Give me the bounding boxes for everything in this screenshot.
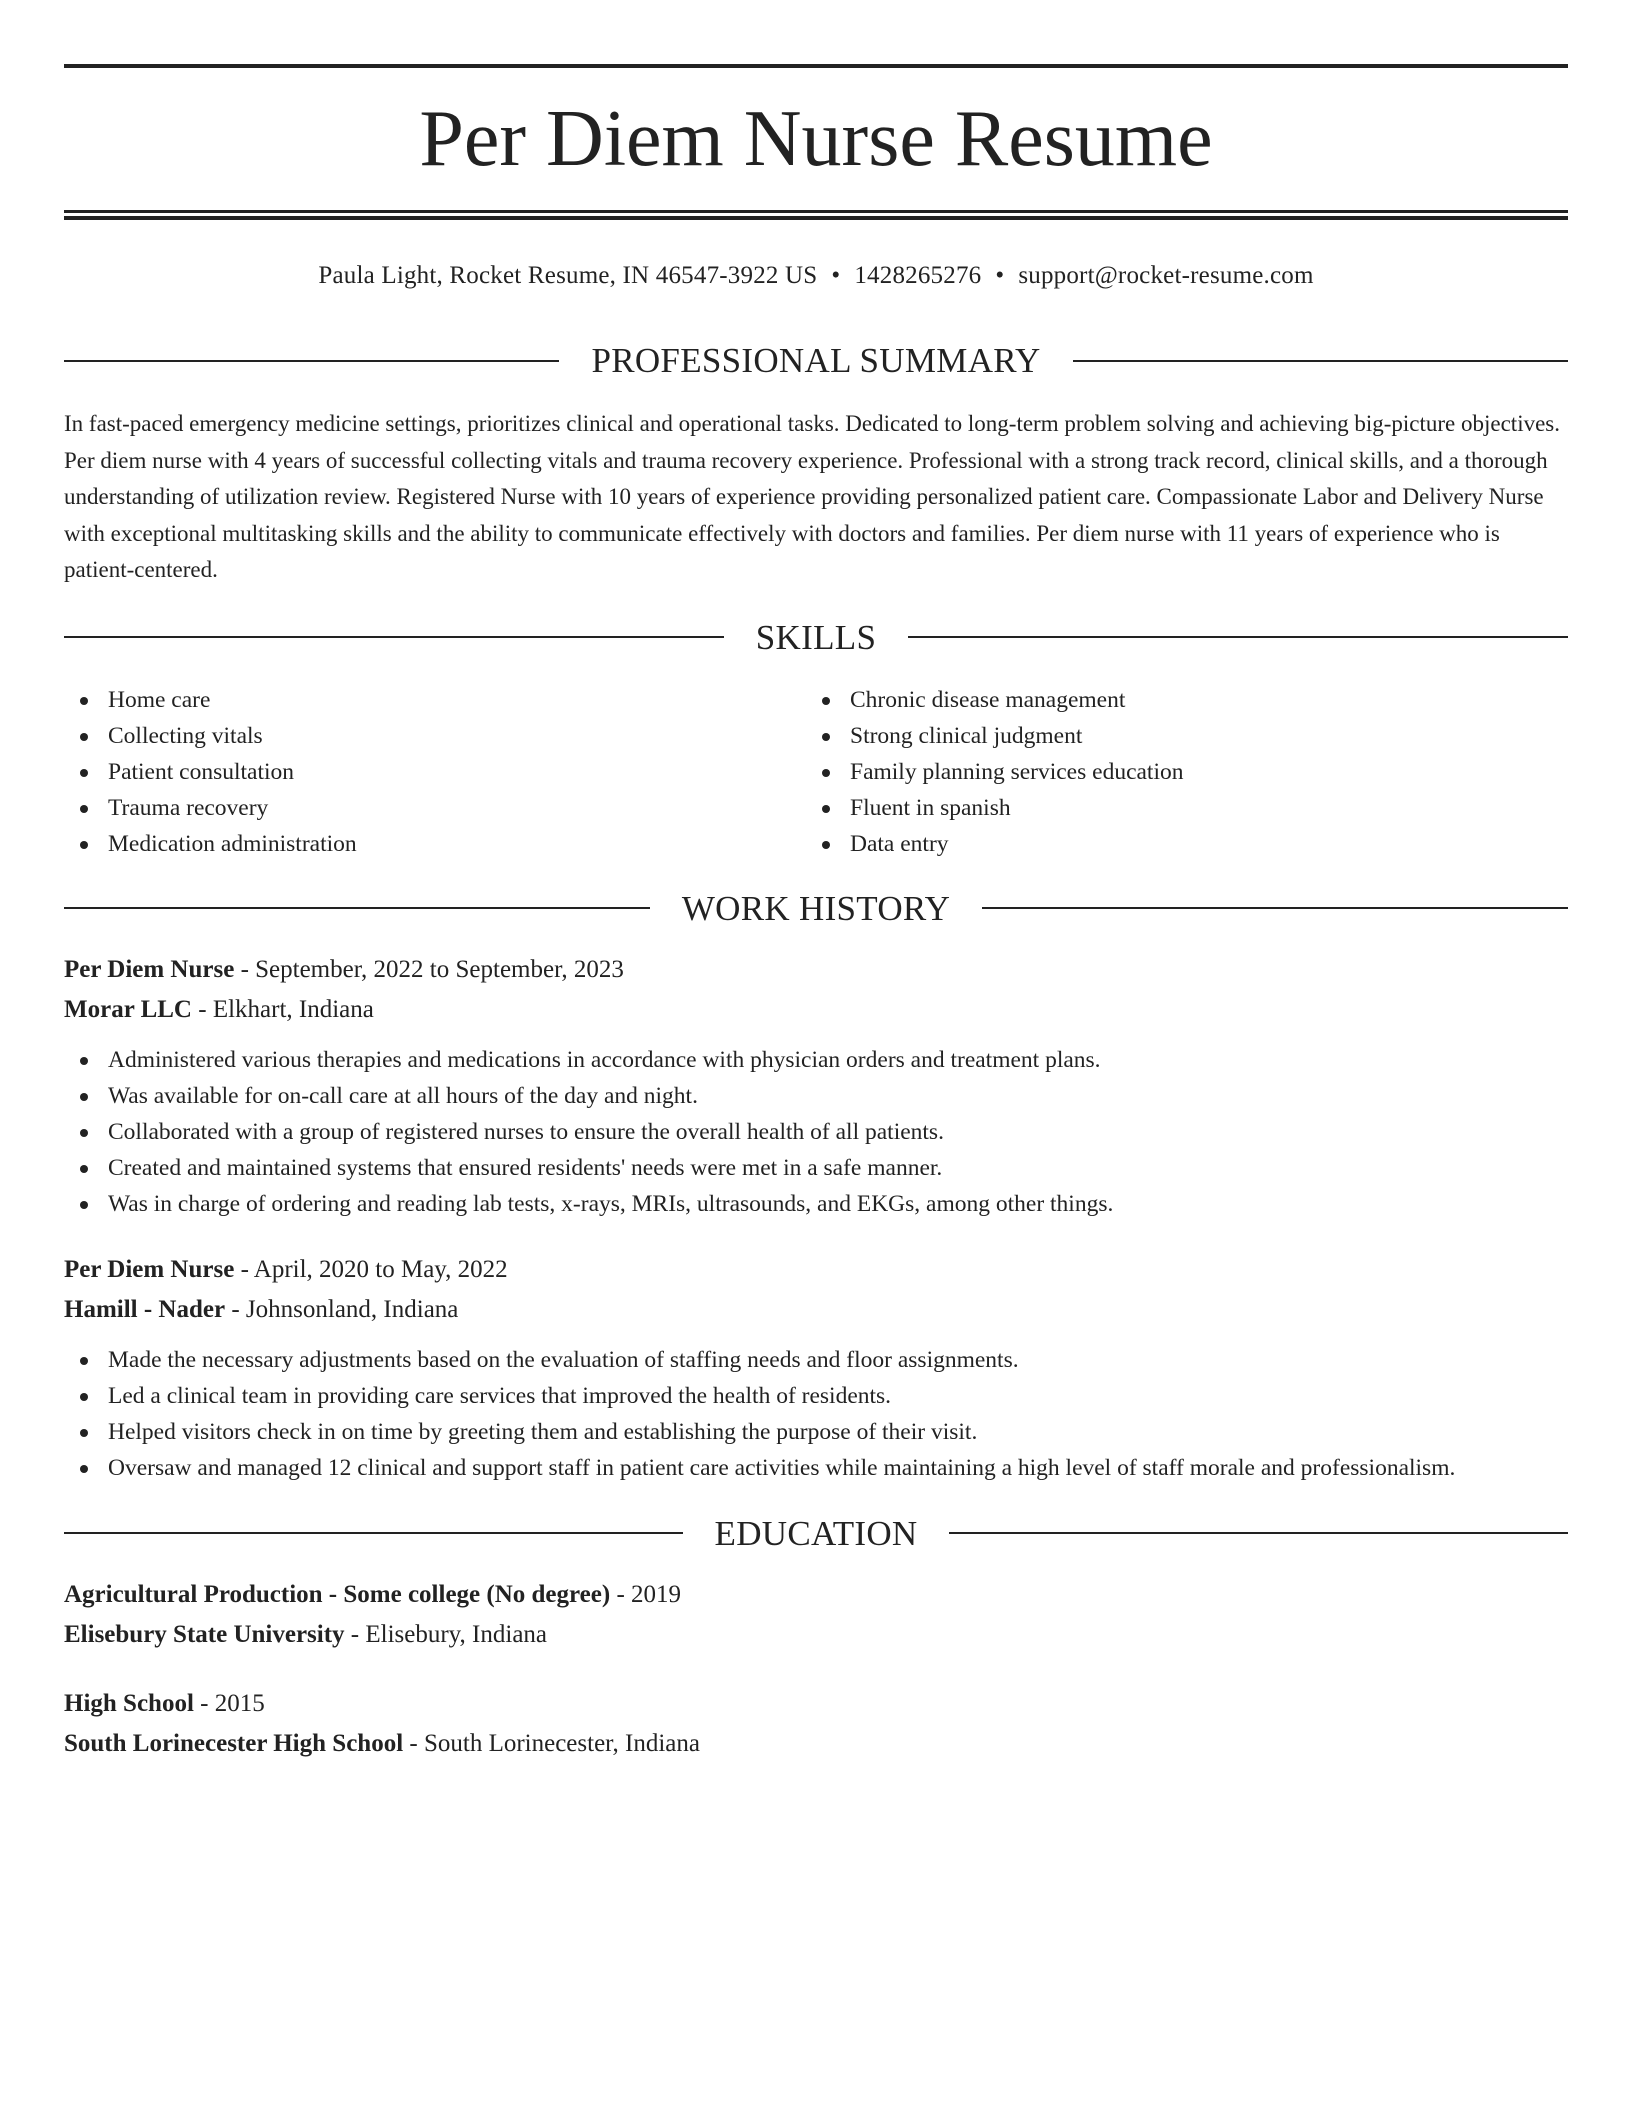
job-bullet: Created and maintained systems that ensured residents' needs were met in a safe manner. — [64, 1150, 1568, 1186]
job-company-line — [64, 1290, 1568, 1330]
heading-rule — [64, 360, 559, 362]
education-degree: High School — [64, 1689, 194, 1717]
job-bullets — [64, 1042, 1568, 1222]
job-bullet: Was in charge of ordering and reading lab tests, x-rays, MRIs, ultrasounds, and EKGs, among other things. — [64, 1186, 1568, 1222]
skill-item: Fluent in spanish — [806, 790, 1548, 826]
skills-heading-label: SKILLS — [755, 617, 877, 657]
skill-item: Chronic disease management — [806, 682, 1548, 718]
job-bullet: Administered various therapies and medications in accordance with physician orders and treatment plans. — [64, 1042, 1568, 1078]
heading-rule — [1073, 360, 1568, 362]
summary-heading-label: PROFESSIONAL SUMMARY — [591, 341, 1041, 380]
education-location: - Elisebury, Indiana — [344, 1620, 548, 1648]
job-location: - Elkhart, Indiana — [192, 995, 374, 1023]
skill-item: Home care — [64, 682, 806, 718]
contact-separator: • — [995, 262, 1005, 289]
heading-rule — [64, 636, 724, 638]
education-degree-line — [64, 1684, 1568, 1724]
work-heading-label: WORK HISTORY — [681, 888, 951, 928]
job-bullet: Helped visitors check in on time by greeting them and establishing the purpose of their visit. — [64, 1414, 1568, 1450]
skills-column-left — [64, 682, 806, 862]
education-year: - 2019 — [610, 1580, 682, 1608]
resume-title: Per Diem Nurse Resume — [419, 95, 1213, 183]
contact-phone: 1428265276 — [854, 262, 982, 289]
education-heading — [64, 1513, 1568, 1553]
education-entry — [64, 1684, 1568, 1764]
education-degree: Agricultural Production - Some college (No degree) — [64, 1580, 611, 1608]
education-heading-label: EDUCATION — [714, 1513, 918, 1553]
heading-rule — [64, 1532, 683, 1534]
job-company-line — [64, 990, 1568, 1030]
education-degree-line — [64, 1575, 1568, 1615]
summary-heading — [64, 343, 1568, 378]
skill-item: Trauma recovery — [64, 790, 806, 826]
heading-rule — [908, 636, 1568, 638]
job-title: Per Diem Nurse — [64, 1255, 235, 1283]
job-location: - Johnsonland, Indiana — [225, 1295, 459, 1323]
job-dates: - September, 2022 to September, 2023 — [234, 955, 624, 983]
title-double-rule — [64, 210, 1568, 220]
job-bullet: Made the necessary adjustments based on the evaluation of staffing needs and floor assignments. — [64, 1342, 1568, 1378]
job-company: Morar LLC — [64, 995, 192, 1023]
job-bullet: Collaborated with a group of registered nurses to ensure the overall health of all patients. — [64, 1114, 1568, 1150]
heading-rule — [982, 907, 1568, 909]
education-school-line — [64, 1724, 1568, 1764]
resume-page — [64, 64, 1568, 1764]
skills-column-right — [806, 682, 1548, 862]
job-bullet: Led a clinical team in providing care services that improved the health of residents. — [64, 1378, 1568, 1414]
job-dates: - April, 2020 to May, 2022 — [234, 1255, 508, 1283]
job-title-line — [64, 950, 1568, 990]
summary-text: In fast-paced emergency medicine settings, prioritizes clinical and operational tasks. Dedicated to long-term problem solving and achieving big-picture objectives. Per diem nurse with 4 years of successful collecting vitals and trauma recovery experience. Professional with a strong track record, clinical skills, and a thorough understanding of utilization review. Registered Nurse with 10 years of experience providing personalized patient care. Compassionate Labor and Delivery Nurse with exceptional multitasking skills and the ability to communicate effectively with doctors and families. Per diem nurse with 11 years of experience who is patient-centered. — [64, 411, 1560, 582]
education-school: South Lorinecester High School — [64, 1729, 404, 1757]
skill-item: Strong clinical judgment — [806, 718, 1548, 754]
contact-line — [64, 258, 1568, 294]
education-location: - South Lorinecester, Indiana — [403, 1729, 700, 1757]
job-entry — [64, 1250, 1568, 1486]
skill-item: Data entry — [806, 826, 1548, 862]
contact-address: Paula Light, Rocket Resume, IN 46547-3922 US — [318, 262, 818, 289]
job-bullets — [64, 1342, 1568, 1486]
job-title: Per Diem Nurse — [64, 955, 235, 983]
skill-item: Medication administration — [64, 826, 806, 862]
job-title-line — [64, 1250, 1568, 1290]
heading-rule — [64, 907, 650, 909]
skill-item: Family planning services education — [806, 754, 1548, 790]
job-bullet: Oversaw and managed 12 clinical and support staff in patient care activities while maintaining a high level of staff morale and professionalism. — [64, 1450, 1568, 1486]
education-entry — [64, 1575, 1568, 1655]
education-school: Elisebury State University — [64, 1620, 345, 1648]
education-year: - 2015 — [193, 1689, 265, 1717]
job-bullet: Was available for on-call care at all hours of the day and night. — [64, 1078, 1568, 1114]
job-company: Hamill - Nader — [64, 1295, 226, 1323]
work-heading — [64, 888, 1568, 928]
skills-heading — [64, 617, 1568, 657]
skills-list — [64, 682, 1568, 862]
education-school-line — [64, 1615, 1568, 1655]
job-entry — [64, 950, 1568, 1222]
heading-rule — [949, 1532, 1568, 1534]
skill-item: Patient consultation — [64, 754, 806, 790]
contact-separator: • — [831, 262, 841, 289]
contact-email: support@rocket-resume.com — [1018, 262, 1314, 289]
skill-item: Collecting vitals — [64, 718, 806, 754]
